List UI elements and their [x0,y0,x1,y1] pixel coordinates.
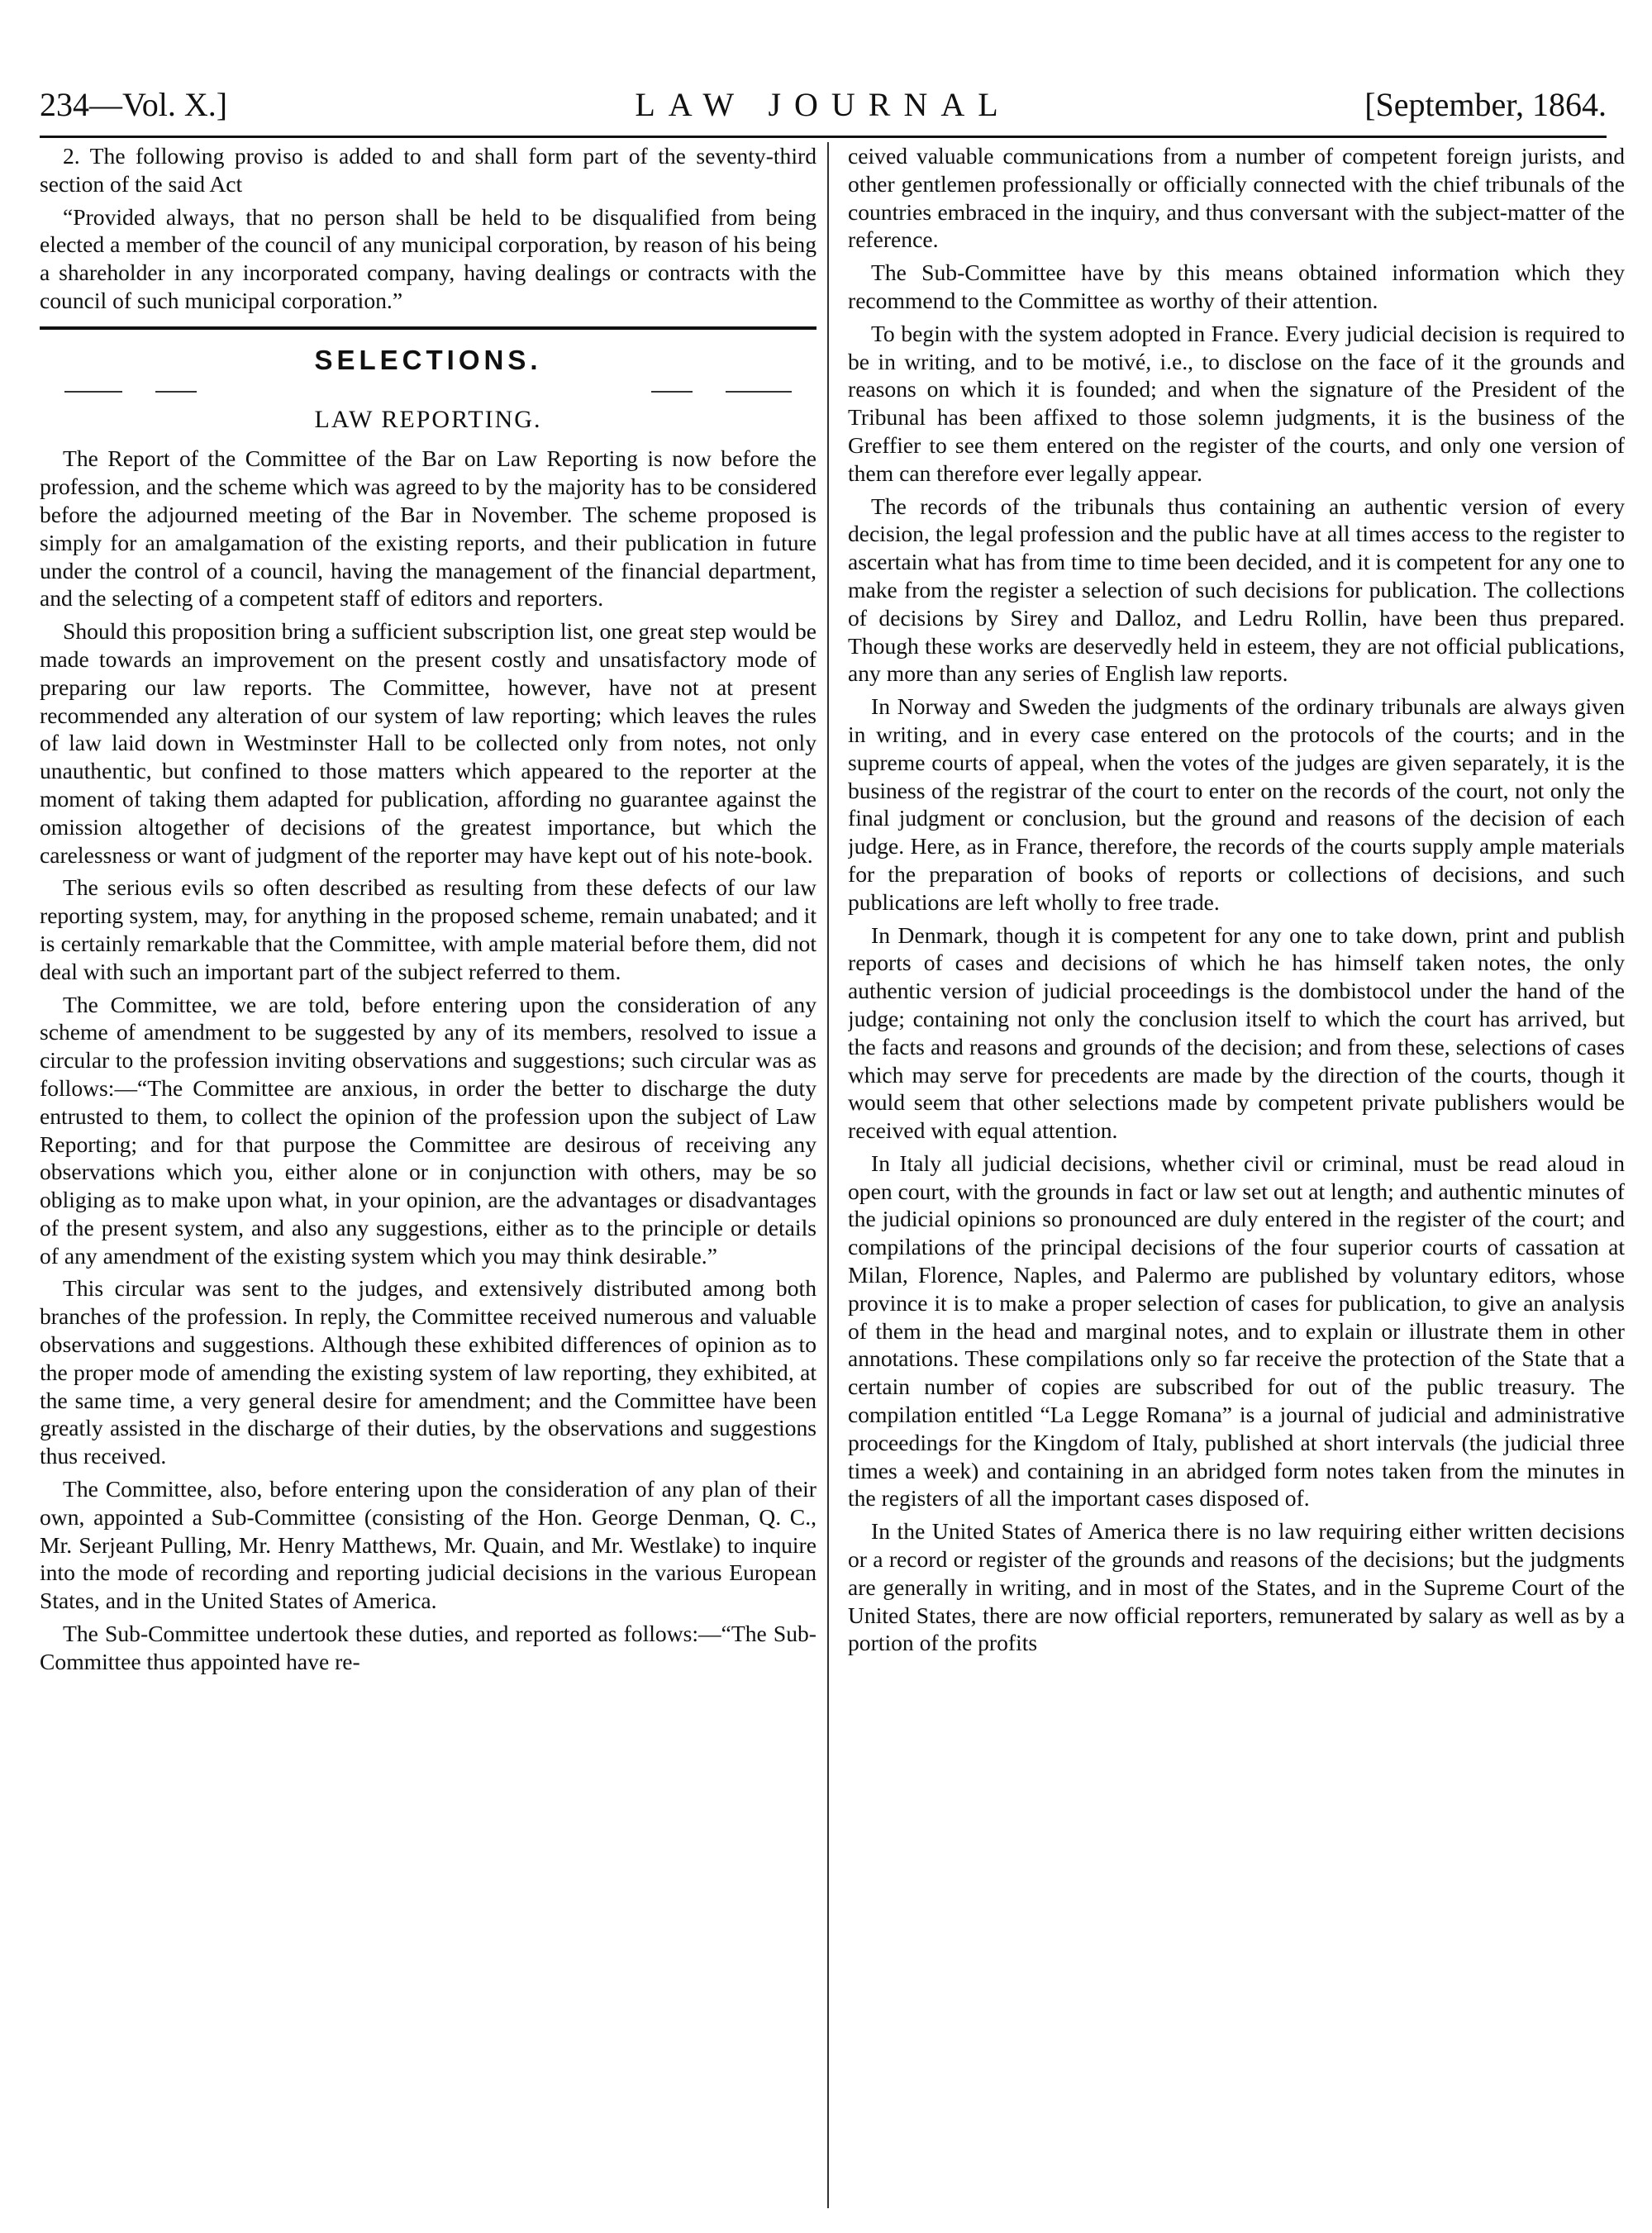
paragraph: This circular was sent to the judges, and extensively distributed among both branches of the profession. In reply, the Committee received numerous and valuable observations and suggestions. Although these exhibited differences of opinion as to the proper mode of amending the existing system of law reporting, they exhibited, at the same time, a very general desire for amendment; and the Committee have been greatly assisted in the discharge of their duties, by the observations and suggestions thus received. [40,1275,816,1469]
paragraph: The records of the tribunals thus containing an authentic version of every decision, the legal profession and the public have at all times access to the register to ascertain what has from time to time been decided, and it is competent for any one to make from the register a selection of such decisions for publication. The collections of decisions by Sirey and Dalloz, and Ledru Rollin, have been thus prepared. Though these works are deservedly held in esteem, they are not official publications, any more than any series of English law reports. [848,493,1625,687]
paragraph: In Italy all judicial decisions, whether civil or criminal, must be read aloud in open court, with the grounds in fact or law set out at length; and authentic minutes of the judicial opinions so pronounced are duly entered in the register of the court; and compilations of the principal decisions of the four superior courts of cassation at Milan, Florence, Naples, and Palermo are published by voluntary editors, whose province it is to make a proper selection of cases for publication, to give an analysis of them in the head and marginal notes, and to explain or illustrate them in other annotations. These compilations only so far receive the protection of the State that a certain number of copies are subscribed for out of the public treasury. The compilation entitled “La Legge Romana” is a journal of judicial and administrative proceedings for the Kingdom of Italy, published at short intervals (the judicial three times a week) and containing in an abridged form notes taken from the minutes in the registers of all the important cases disposed of. [848,1150,1625,1512]
paragraph: ceived valuable communications from a number of competent foreign jurists, and other gentlemen professionally or officially connected with the chief tribunals of the countries embraced in the inquiry, and thus conversant with the subject-matter of the reference. [848,143,1625,253]
section-divider [40,326,816,330]
ornament-line [64,391,122,393]
column-divider [827,142,829,2208]
paragraph: In Denmark, though it is competent for any one to take down, print and publish reports of cases and decisions of which he has himself taken notes, the only authentic version of judicial proceedings is the dombistocol under the hand of the judge; containing not only the conclusion itself to which the court has arrived, but the facts and reasons and grounds of the decision; and from these, selections of cases which may serve for precedents are made by the direction of the courts, though it would seem that other selections made by competent private publishers would be received with equal attention. [848,921,1625,1144]
paragraph: In the United States of America there is no law requiring either written decisions or a record or register of the grounds and reasons of the decisions; but the judgments are generally in writing, and in most of the States, and in the Supreme Court of the United States, there are now official reporters, remunerated by salary as well as by a portion of the profits [848,1518,1625,1656]
header-rule [40,136,1607,138]
paragraph: The Report of the Committee of the Bar on Law Reporting is now before the profession, and the scheme which was agreed to by the majority has to be considered before the adjourned meeting of the Bar in November. The scheme proposed is simply for an amalgamation of the existing reports, and their publication in future under the control of a council, having the management of the financial department, and the selecting of a competent staff of editors and reporters. [40,445,816,612]
paragraph: The Committee, we are told, before entering upon the consideration of any scheme of amendment to be suggested by any of its members, resolved to issue a circular to the profession inviting observations and suggestions; such circular was as follows:—“The Committee are anxious, in order the better to discharge the duty entrusted to them, to collect the opinion of the profession upon the subject of Law Reporting; and for that purpose the Committee are desirous of receiving any observations which you, either alone or in conjunction with others, may be so obliging as to make upon what, in your opinion, are the advantages or disadvantages of the present system, and also any suggestions, either as to the principle or details of any amendment of the existing system which you may think desirable.” [40,991,816,1269]
paragraph: 2. The following proviso is added to and shall form part of the seventy-third section of the said Act [40,143,816,197]
left-column [40,142,816,2208]
ornament-line [651,391,693,393]
right-column [848,142,1625,2208]
title-ornament [40,386,816,398]
paragraph: To begin with the system adopted in France. Every judicial decision is required to be in writing, and to be motivé, i.e., to disclose on the face of it the grounds and reasons on which it is founded; and when the signature of the President of the Tribunal has been affixed to those solemn judgments, it is the business of the Greffier to see them entered on the register of the courts, and only one version of them can therefore ever legally appear. [848,320,1625,486]
issue-date: [September, 1864. [1364,86,1607,123]
ornament-line [726,391,792,393]
journal-title: LAW JOURNAL [635,86,1012,123]
ornament-line [155,391,197,393]
paragraph: The Committee, also, before entering upon the consideration of any plan of their own, appointed a Sub-Committee (consisting of the Hon. George Denman, Q. C., Mr. Serjeant Pulling, Mr. Henry Matthews, Mr. Quain, and Mr. Westlake) to inquire into the mode of recording and reporting judicial decisions in the various European States, and in the United States of America. [40,1476,816,1614]
page-volume: 234—Vol. X.] [40,86,228,123]
paragraph: In Norway and Sweden the judgments of the ordinary tribunals are always given in writing, and in every case entered on the protocols of the courts; and in the supreme courts of appeal, when the votes of the judges are given separately, it is the business of the registrar of the court to enter on the records of the court, not only the final judgment or conclusion, but the ground and reasons of the decision of each judge. Here, as in France, therefore, the records of the courts supply ample materials for the preparation of books of reports or collections of decisions, and such publications are left wholly to free trade. [848,693,1625,915]
paragraph: The Sub-Committee undertook these duties, and reported as follows:—“The Sub-Committee thus appointed have re- [40,1621,816,1674]
section-title: SELECTIONS. [314,344,542,375]
paragraph: “Provided always, that no person shall be held to be disqualified from being elected a member of the council of any municipal corporation, by reason of his being a shareholder in any incorporated company, having dealings or contracts with the council of such municipal corporation.” [40,203,816,313]
page-header [40,79,1607,131]
paragraph: The Sub-Committee have by this means obtained information which they recommend to the Committee as worthy of their attention. [848,259,1625,313]
paragraph: The serious evils so often described as resulting from these defects of our law reporting system, may, for anything in the proposed scheme, remain unabated; and it is certainly remarkable that the Committee, with ample material before them, did not deal with such an important part of the subject referred to them. [40,874,816,984]
article-title: LAW REPORTING. [314,405,542,433]
paragraph: Should this proposition bring a sufficient subscription list, one great step would be made towards an improvement on the present costly and unsatisfactory mode of preparing our law reports. The Committee, however, have not at present recommended any alteration of our system of law reporting; which leaves the rules of law laid down in Westminster Hall to be collected only from notes, not only unauthentic, but confined to those matters which appeared to the reporter at the moment of taking them adapted for publication, affording no guarantee against the omission altogether of decisions of the greatest importance, but which the carelessness or want of judgment of the reporter may have kept out of his note-book. [40,618,816,868]
